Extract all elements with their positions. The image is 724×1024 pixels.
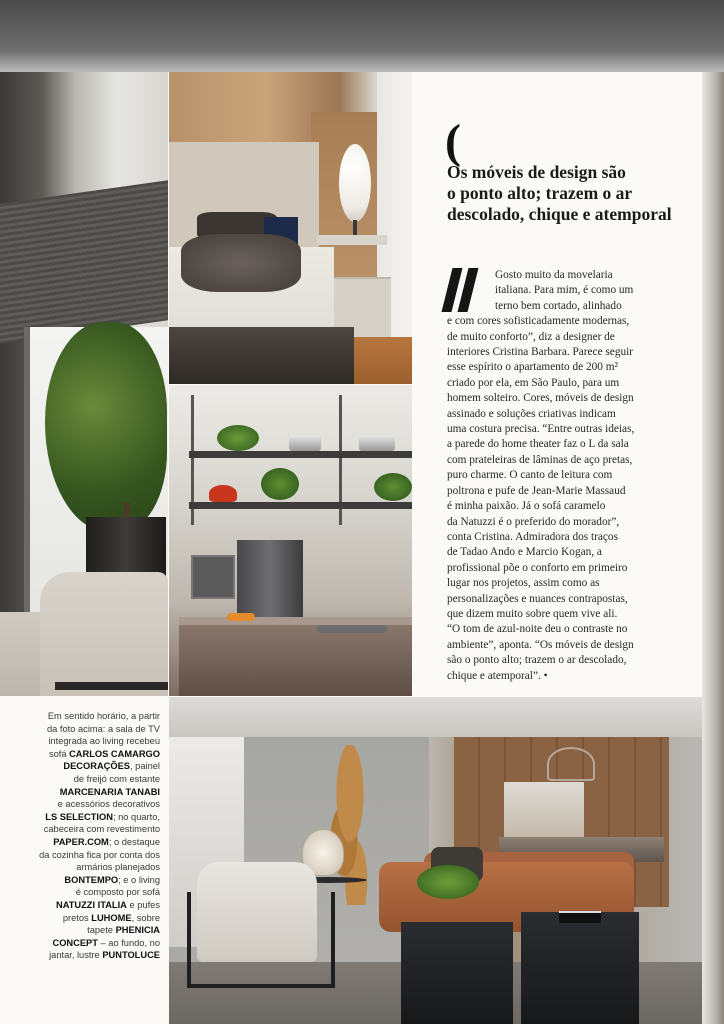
caption-line (8, 786, 160, 799)
caption-text: e acessórios decorativos (57, 799, 160, 810)
pull-quote (447, 162, 697, 225)
caption-supplier: CONCEPT (52, 937, 98, 948)
caption-line (8, 836, 160, 849)
caption-supplier: CARLOS CAMARGO (69, 748, 160, 759)
article-line: de Tadao Ando e Marcio Kogan, a (447, 546, 602, 559)
caption-line (8, 849, 160, 862)
caption-line (8, 760, 160, 773)
pull-quote-mark: ( (445, 115, 461, 168)
caption-text: pretos (62, 912, 92, 923)
caption-line (8, 924, 160, 937)
article-line: que dizem muito sobre quem vive ali. (447, 607, 618, 620)
living-room-photo (169, 697, 702, 1024)
article-line: profissional põe o conforto em primeiro (447, 561, 628, 574)
article-line: homem solteiro. Cores, móveis de design (447, 392, 634, 405)
photo-caption (8, 710, 160, 962)
article-line: poltrona e pufe de Jean-Marie Massaud (447, 484, 626, 497)
caption-line (8, 823, 160, 836)
caption-text: de freijó com estante (73, 773, 160, 784)
caption-line (8, 811, 160, 824)
article-line: chique e atemporal”. • (447, 669, 548, 682)
caption-line (8, 710, 160, 723)
caption-text: ; o destaque (108, 836, 160, 847)
article-line: criado por ela, em São Paulo, para um (447, 376, 620, 389)
caption-supplier: BONTEMPO (64, 874, 119, 885)
caption-line (8, 723, 160, 736)
caption-line (8, 773, 160, 786)
caption-supplier: NATUZZI ITALIA (55, 899, 127, 910)
article-line: assinado e soluções criativas indicam (447, 407, 616, 420)
article-line: “O tom de azul-noite deu o contraste no (447, 623, 628, 636)
bedroom-photo (169, 72, 412, 384)
caption-supplier: PHENICIA (115, 925, 160, 936)
page-gutter-edge (702, 72, 724, 1024)
caption-supplier: MARCENARIA TANABI (59, 786, 160, 797)
living-room-window-photo (0, 72, 168, 696)
caption-text: , painel (130, 761, 160, 772)
caption-text: – ao fundo, no (97, 937, 160, 948)
caption-line (8, 748, 160, 761)
caption-supplier: PUNTOLUCE (102, 950, 160, 961)
article-line: ambiente”, aponta. “Os móveis de design (447, 638, 634, 651)
article-line: terno bem cortado, alinhado (495, 299, 622, 312)
pull-quote-line: o ponto alto; trazem o ar (447, 183, 633, 203)
caption-line (8, 874, 160, 887)
caption-line (8, 798, 160, 811)
article-line: Gosto muito da movelaria (495, 269, 613, 281)
page-top-shadow (0, 0, 724, 72)
caption-text: e pufes (126, 899, 160, 910)
caption-line (8, 899, 160, 912)
article-line: e com cores sofisticadamente modernas, (447, 315, 630, 328)
article-body (447, 268, 687, 684)
article-line: interiores Cristina Barbara. Parece seguir (447, 346, 634, 359)
article-line: puro charme. O canto de leitura com (447, 469, 613, 482)
caption-text: armários planejados (76, 862, 160, 873)
kitchen-photo (169, 385, 412, 696)
caption-text: sofá (48, 748, 70, 759)
article-line: uma costura precisa. “Entre outras ideias, (447, 423, 635, 436)
article-line: de muito conforto”, diz a designer de (447, 330, 615, 343)
caption-text: , sobre (131, 912, 160, 923)
caption-text: tapete (87, 925, 116, 936)
caption-text: cabeceira com revestimento (43, 824, 160, 835)
caption-text: ; e o living (118, 874, 160, 885)
caption-text: Em sentido horário, a partir (47, 711, 160, 721)
caption-line (8, 937, 160, 950)
caption-text: integrada ao living recebeu (48, 736, 160, 747)
article-line: lugar nos projetos, assim como as (447, 577, 600, 590)
caption-supplier: LUHOME (91, 912, 132, 923)
caption-text: da foto acima: a sala de TV (46, 723, 160, 734)
article-line: a parede do home theater faz o L da sala (447, 438, 629, 451)
caption-text: ; no quarto, (112, 811, 160, 822)
caption-text: é composto por sofá (75, 887, 160, 898)
caption-line (8, 735, 160, 748)
caption-line (8, 886, 160, 899)
caption-text: jantar, lustre (49, 950, 103, 961)
article-line: conta Cristina. Admiradora dos traços (447, 530, 618, 543)
caption-text: da cozinha fica por conta dos (39, 849, 160, 860)
article-line: é minha paixão. Já o sofá caramelo (447, 500, 606, 513)
caption-line (8, 949, 160, 962)
article-line: com prateleiras de lâminas de aço pretas, (447, 453, 633, 466)
caption-line (8, 861, 160, 874)
caption-line (8, 912, 160, 925)
caption-supplier: DECORAÇÕES (63, 761, 131, 772)
article-line: são o ponto alto; trazem o ar descolado, (447, 654, 627, 667)
caption-supplier: PAPER.COM (53, 836, 109, 847)
pull-quote-line: Os móveis de design são (447, 162, 626, 182)
article-line: esse espírito o apartamento de 200 m² (447, 361, 618, 374)
pull-quote-line: descolado, chique e atemporal (447, 204, 672, 224)
article-line: personalizações e nuances contrapostas, (447, 592, 628, 605)
article-line: italiana. Para mim, é como um (495, 284, 634, 297)
article-line: da Natuzzi é o preferido do morador”, (447, 515, 620, 528)
caption-supplier: LS SELECTION (45, 811, 113, 822)
